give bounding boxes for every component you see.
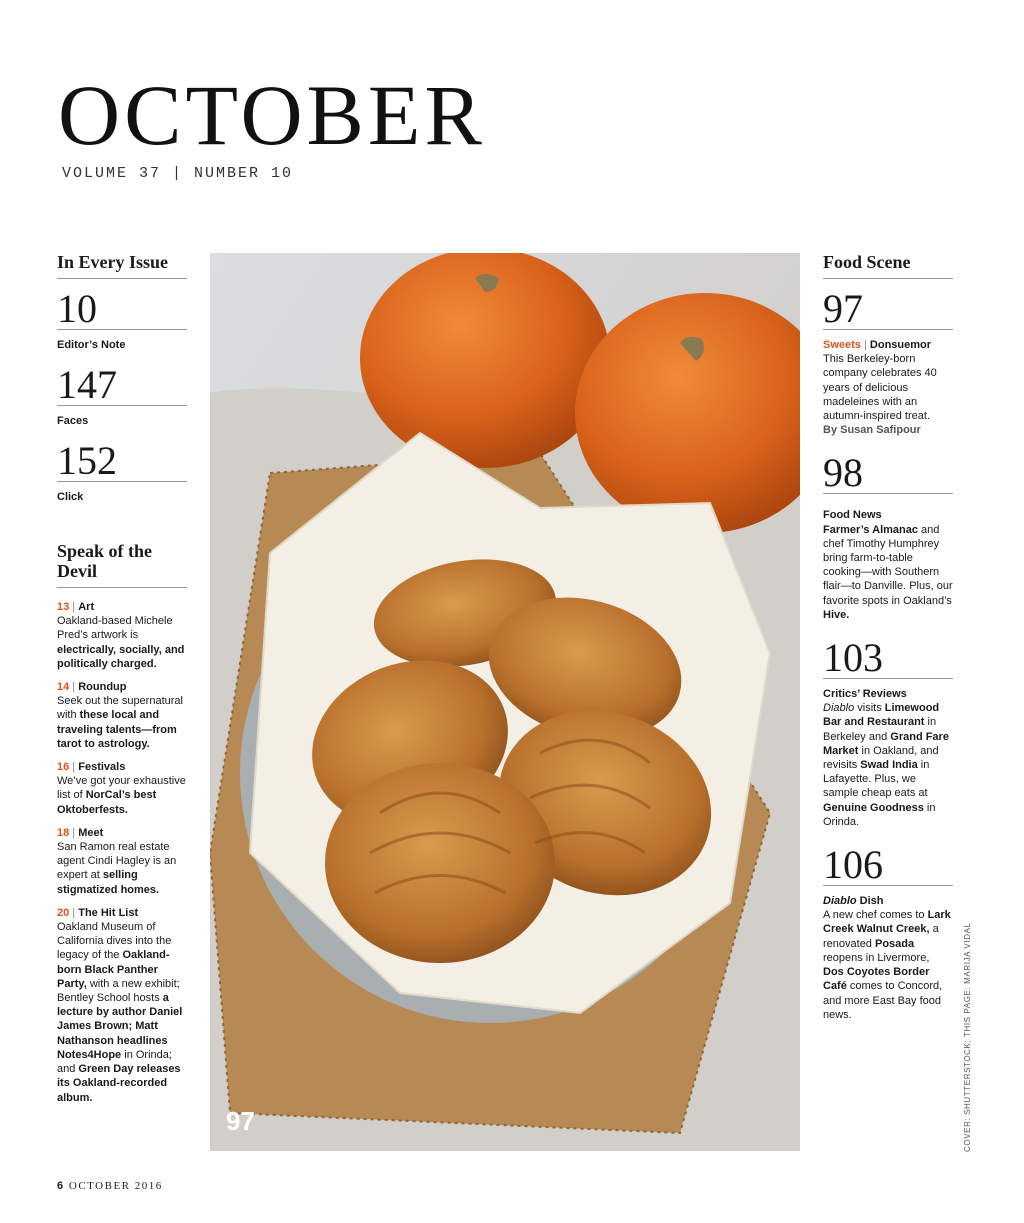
entry-highlight: Limewood Bar and Restaurant [823,702,940,729]
entry-highlight: Posada [874,937,915,950]
entry-text: comes to Concord, and more East Bay food news. [823,980,943,1021]
entry-highlight: electrically, socially, and politically charged. [57,643,185,670]
entry-text: visits [854,702,885,715]
entry-highlight: NorCal’s best Oktoberfests. [57,789,157,816]
entry-page: 13 [57,601,70,613]
entry-text: A new chef comes to [823,909,928,922]
entry-highlight: Green Day releases its Oakland-recorded album. [57,1063,181,1104]
entry-text: This Berkeley-born company celebrates 40 years of delicious madeleines with an autumn-inspired treat. [823,353,937,423]
food-scene-heading: Food Scene [823,252,953,279]
speak-of-devil-heading: Speak of the Devil [57,541,187,588]
page-number: 97 [823,291,953,330]
entry-section: Roundup [78,681,127,694]
entry-text: Oakland-based Michele Pred’s artwork is [57,615,173,642]
toc-item[interactable] [57,438,187,503]
entry-highlight: Genuine Goodness [823,801,924,814]
entry-highlight: these local and traveling talents—from tarot to astrology. [57,709,177,750]
entry-title: Dish [856,895,884,908]
page-number: 10 [57,291,187,330]
entry-text: a renovated [823,923,939,950]
entry-text: in Oakland, and revisits [823,744,939,772]
entry-text: and chef Timothy Humphrey bring farm-to-table cooking—with Southern flair—to Danville. Plus, our favorite spots in Oakland’s [823,523,953,607]
entry-highlight: selling stigmatized homes. [57,869,160,896]
toc-entry[interactable] [823,635,953,829]
entry-text: in Orinda. [823,801,936,828]
entry-highlight: Dos Coyotes Border Café [823,966,930,993]
toc-entry[interactable]: 13 | Art Oakland-based Michele Pred’s artwork is electrically, socially, and politically charged. [57,601,185,670]
in-every-issue-heading: In Every Issue [57,252,187,279]
entry-highlight: Hive. [823,608,850,621]
toc-entry[interactable]: 97 Sweets | Donsuemor This Berkeley-born company celebrates 40 years of delicious madeleines with an autumn-inspired treat. By Susan Safipour [823,291,953,437]
entry-text: We’ve got your exhaustive list of [57,775,186,802]
footer-issue: OCTOBER 2016 [68,1180,163,1192]
entry-section: Meet [78,826,104,839]
entry-kicker: Sweets [823,339,861,351]
left-column [57,252,187,1114]
entry-page: 20 [57,906,70,919]
entry-page: 14 [57,681,70,694]
page-title: OCTOBER [58,67,486,163]
entry-highlight: a lecture by author Daniel James Brown; Matt Nathanson headlines Notes4Hope [57,992,183,1061]
entry-highlight: Oakland-born Black Panther Party, [57,949,170,990]
item-label: Faces [57,415,89,427]
page-number: 98 [823,455,953,494]
toc-entry[interactable]: 16 | Festivals We’ve got your exhaustive list of NorCal’s best Oktoberfests. [57,761,186,816]
entry-title: Donsuemor [869,339,932,351]
entry-highlight: Lark Creek Walnut Creek, [823,909,951,936]
volume-number: VOLUME 37 | NUMBER 10 [62,165,294,182]
toc-entry[interactable] [823,842,953,1022]
entry-section: Festivals [78,761,126,774]
right-column [823,252,953,1031]
item-label: Click [57,491,84,503]
entry-section: The Hit List [78,906,139,919]
item-label: Editor’s Note [57,339,126,351]
entry-highlight: Grand Fare Market [823,730,949,757]
entry-highlight: Swad India [860,759,918,772]
toc-item[interactable] [57,286,187,351]
entry-section: Art [78,601,95,613]
toc-item[interactable] [57,362,187,427]
entry-title: Critics’ Reviews [823,688,907,701]
toc-entry[interactable]: 18 | Meet San Ramon real estate agent Cindi Hagley is an expert at selling stigmatized homes. [57,826,177,896]
toc-entry[interactable]: 14 | Roundup Seek out the supernatural with these local and traveling talents—from tarot to astrology. [57,681,183,750]
footer-page-number: 6 [57,1180,65,1192]
photo-page-label: 97 [226,1106,255,1136]
entry-byline: By Susan Safipour [823,424,921,437]
entry-text: in Berkeley and [823,716,937,743]
photo-credit: COVER: SHUTTERSTOCK; THIS PAGE: MARIJA VIDAL [963,922,972,1152]
entry-page: 16 [57,761,70,774]
entry-text: with a new exhibit; Bentley School hosts [57,977,180,1005]
page-number: 103 [823,640,953,679]
toc-entry[interactable]: 20 | The Hit List Oakland Museum of California dives into the legacy of the Oakland-born Black Panther Party, with a new exhibit; Bentley School hosts a lecture by author Daniel James Brown; Matt Nathanson headlines Notes4Hope in Orinda; and Green Day releases its Oakland-recorded album. [57,906,183,1104]
page-number: 147 [57,367,187,406]
entry-title-italic: Diablo [823,895,857,908]
page-footer [57,1180,163,1192]
page-number: 106 [823,847,953,886]
entry-page: 18 [57,826,70,839]
entry-text: Seek out the supernatural with [57,695,183,722]
entry-text: Oakland Museum of California dives into the legacy of the [57,921,172,962]
toc-entry[interactable] [823,450,953,622]
entry-italic: Diablo [823,702,855,715]
page-number: 152 [57,443,187,482]
photo-illustration [210,253,800,1151]
entry-title: Food News [823,509,882,522]
entry-text: in Lafayette. Plus, we sample cheap eats at [823,759,930,800]
entry-text: reopens in Livermore, [823,951,930,964]
entry-text: San Ramon real estate agent Cindi Hagley is an expert at [57,841,177,882]
entry-text: in Orinda; and [57,1048,172,1076]
madeleines-photo [210,253,800,1151]
entry-highlight: Farmer’s Almanac [823,523,918,536]
